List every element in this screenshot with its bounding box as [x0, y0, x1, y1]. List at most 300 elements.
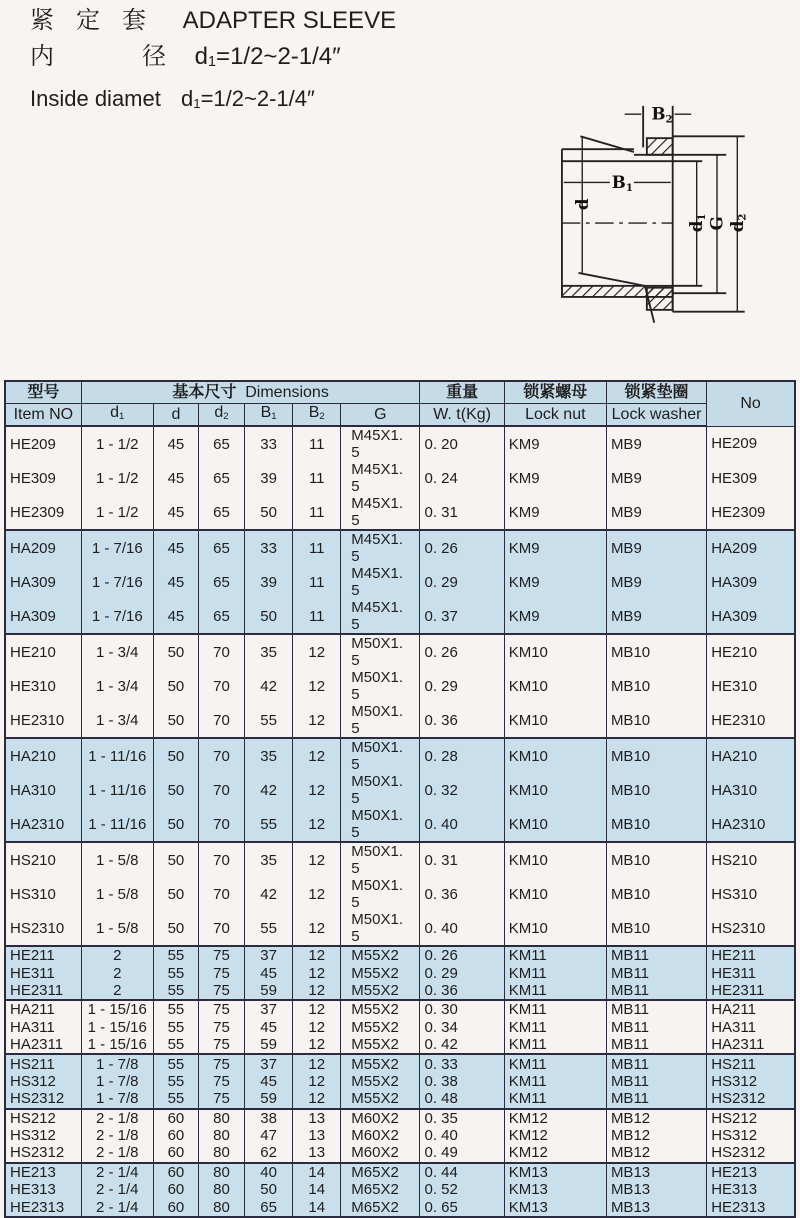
- cell-lock-nut: KM13: [504, 1181, 606, 1198]
- cell-no: HE211: [707, 946, 795, 964]
- cell-b1: 65: [245, 1198, 293, 1216]
- cell-item-no: HE2311: [5, 982, 81, 1000]
- cell-d: 55: [153, 1054, 198, 1072]
- cell-weight: 0. 26: [420, 530, 504, 565]
- cell-g: M50X1. 5: [341, 669, 420, 703]
- cell-b2: 12: [293, 1090, 341, 1108]
- table-row: [5, 634, 795, 669]
- table-row: [5, 426, 795, 461]
- cell-d1: 1 - 7/8: [81, 1073, 153, 1090]
- cell-item-no: HA211: [5, 1000, 81, 1018]
- cell-d1: 2 - 1/8: [81, 1127, 153, 1144]
- cell-item-no: HA209: [5, 530, 81, 565]
- cell-g: M55X2: [341, 1054, 420, 1072]
- cell-lock-nut: KM11: [504, 1019, 606, 1036]
- cell-g: M50X1. 5: [341, 773, 420, 807]
- col-dimensions: 基本尺寸 Dimensions: [81, 381, 420, 404]
- cell-d1: 1 - 5/8: [81, 842, 153, 877]
- cell-d1: 2 - 1/8: [81, 1144, 153, 1162]
- cell-b1: 42: [245, 669, 293, 703]
- cell-d: 55: [153, 1090, 198, 1108]
- cell-d: 45: [153, 530, 198, 565]
- cell-item-no: HA2310: [5, 807, 81, 842]
- label-g: G: [706, 216, 727, 231]
- cell-lock-washer: MB12: [606, 1109, 706, 1127]
- col-weight-cn: 重量: [420, 381, 504, 404]
- cell-item-no: HS312: [5, 1073, 81, 1090]
- cell-lock-washer: MB11: [606, 964, 706, 981]
- cell-weight: 0. 49: [420, 1144, 504, 1162]
- cell-item-no: HE213: [5, 1163, 81, 1181]
- cell-g: M55X2: [341, 1019, 420, 1036]
- cell-item-no: HS2312: [5, 1090, 81, 1108]
- cell-d2: 65: [198, 495, 244, 530]
- cell-g: M55X2: [341, 1073, 420, 1090]
- label-b2: B2: [651, 103, 673, 126]
- cell-d2: 70: [198, 634, 244, 669]
- cell-b1: 55: [245, 911, 293, 946]
- cell-b1: 55: [245, 703, 293, 738]
- cell-lock-nut: KM11: [504, 1000, 606, 1018]
- cell-b2: 12: [293, 634, 341, 669]
- cell-d1: 1 - 15/16: [81, 1019, 153, 1036]
- cell-g: M60X2: [341, 1144, 420, 1162]
- cell-b1: 45: [245, 964, 293, 981]
- cell-b1: 37: [245, 946, 293, 964]
- cell-d: 60: [153, 1181, 198, 1198]
- cell-d2: 70: [198, 842, 244, 877]
- cell-d: 55: [153, 982, 198, 1000]
- cell-lock-washer: MB10: [606, 842, 706, 877]
- cell-g: M55X2: [341, 964, 420, 981]
- cell-d2: 70: [198, 669, 244, 703]
- col-no: No: [707, 381, 795, 426]
- cell-weight: 0. 29: [420, 565, 504, 599]
- cell-d2: 65: [198, 426, 244, 461]
- cell-d1: 2: [81, 982, 153, 1000]
- cell-d2: 75: [198, 964, 244, 981]
- cell-g: M55X2: [341, 1000, 420, 1018]
- cell-d: 50: [153, 842, 198, 877]
- label-d: d: [571, 198, 592, 211]
- cell-b1: 37: [245, 1000, 293, 1018]
- table-row: [5, 1109, 795, 1127]
- cell-d: 60: [153, 1198, 198, 1216]
- cell-d2: 75: [198, 946, 244, 964]
- cell-d1: 1 - 1/2: [81, 495, 153, 530]
- cell-b1: 42: [245, 877, 293, 911]
- cell-g: M45X1. 5: [341, 530, 420, 565]
- cell-lock-nut: KM11: [504, 1054, 606, 1072]
- cell-d2: 65: [198, 530, 244, 565]
- cell-b2: 12: [293, 1036, 341, 1054]
- table-row: [5, 495, 795, 530]
- cell-b1: 45: [245, 1019, 293, 1036]
- cell-no: HE313: [707, 1181, 795, 1198]
- cell-weight: 0. 30: [420, 1000, 504, 1018]
- cell-d2: 80: [198, 1109, 244, 1127]
- col-washer-cn: 锁紧垫圈: [606, 381, 706, 404]
- cell-lock-washer: MB9: [606, 599, 706, 634]
- cell-weight: 0. 35: [420, 1109, 504, 1127]
- cell-g: M50X1. 5: [341, 807, 420, 842]
- table-row: [5, 1163, 795, 1181]
- cell-d1: 2 - 1/4: [81, 1163, 153, 1181]
- cell-b1: 59: [245, 982, 293, 1000]
- cell-item-no: HA2311: [5, 1036, 81, 1054]
- cell-weight: 0. 33: [420, 1054, 504, 1072]
- cell-d1: 1 - 5/8: [81, 877, 153, 911]
- cell-b2: 13: [293, 1144, 341, 1162]
- cell-lock-washer: MB10: [606, 703, 706, 738]
- cell-b2: 14: [293, 1198, 341, 1216]
- cell-d2: 65: [198, 565, 244, 599]
- cell-no: HS2310: [707, 911, 795, 946]
- cell-d: 50: [153, 877, 198, 911]
- cell-weight: 0. 36: [420, 982, 504, 1000]
- cell-g: M45X1. 5: [341, 599, 420, 634]
- inside-range: $d_1=1/2\sim 2-1/4''$: [180, 86, 315, 111]
- table-row: [5, 1144, 795, 1162]
- cell-g: M65X2: [341, 1198, 420, 1216]
- cell-d1: 1 - 11/16: [81, 773, 153, 807]
- cell-lock-washer: MB10: [606, 877, 706, 911]
- cell-lock-washer: MB11: [606, 1073, 706, 1090]
- cell-d: 45: [153, 565, 198, 599]
- inside-label: Inside diamet: [30, 86, 161, 111]
- table-row: [5, 738, 795, 773]
- cell-no: HE213: [707, 1163, 795, 1181]
- cell-d2: 75: [198, 1000, 244, 1018]
- cell-weight: 0. 26: [420, 634, 504, 669]
- cell-no: HE310: [707, 669, 795, 703]
- cell-b2: 12: [293, 964, 341, 981]
- cell-d: 50: [153, 669, 198, 703]
- cell-d2: 75: [198, 1019, 244, 1036]
- cell-g: M45X1. 5: [341, 426, 420, 461]
- cell-d: 50: [153, 911, 198, 946]
- cell-item-no: HS310: [5, 877, 81, 911]
- cell-d2: 70: [198, 773, 244, 807]
- cell-no: HA2311: [707, 1036, 795, 1054]
- label-d2: d2: [726, 213, 749, 233]
- col-g: G: [341, 404, 420, 427]
- cell-no: HS2312: [707, 1090, 795, 1108]
- cell-d1: 2 - 1/4: [81, 1198, 153, 1216]
- cell-lock-washer: MB9: [606, 426, 706, 461]
- cell-item-no: HA210: [5, 738, 81, 773]
- cell-b2: 11: [293, 599, 341, 634]
- cell-d2: 80: [198, 1181, 244, 1198]
- cell-lock-nut: KM10: [504, 634, 606, 669]
- cell-d: 55: [153, 1000, 198, 1018]
- cell-b1: 42: [245, 773, 293, 807]
- table-row: [5, 946, 795, 964]
- cell-b1: 35: [245, 738, 293, 773]
- table-row: [5, 877, 795, 911]
- cell-d: 55: [153, 946, 198, 964]
- cell-item-no: HE209: [5, 426, 81, 461]
- cell-b2: 12: [293, 773, 341, 807]
- cell-g: M45X1. 5: [341, 495, 420, 530]
- cell-b1: 62: [245, 1144, 293, 1162]
- cell-g: M55X2: [341, 1036, 420, 1054]
- cell-d: 50: [153, 773, 198, 807]
- cell-no: HA209: [707, 530, 795, 565]
- cell-lock-nut: KM12: [504, 1109, 606, 1127]
- cell-item-no: HS211: [5, 1054, 81, 1072]
- cell-lock-washer: MB11: [606, 982, 706, 1000]
- table-row: [5, 807, 795, 842]
- cell-b2: 13: [293, 1109, 341, 1127]
- cell-lock-washer: MB13: [606, 1198, 706, 1216]
- cell-b2: 12: [293, 1000, 341, 1018]
- cell-d1: 1 - 11/16: [81, 738, 153, 773]
- cell-b1: 33: [245, 426, 293, 461]
- cell-d: 55: [153, 964, 198, 981]
- cell-weight: 0. 42: [420, 1036, 504, 1054]
- cell-d2: 75: [198, 1090, 244, 1108]
- cell-d1: 1 - 7/16: [81, 599, 153, 634]
- cell-b2: 12: [293, 842, 341, 877]
- cell-lock-washer: MB10: [606, 738, 706, 773]
- cell-g: M50X1. 5: [341, 842, 420, 877]
- cell-weight: 0. 36: [420, 877, 504, 911]
- cell-lock-nut: KM9: [504, 530, 606, 565]
- cell-lock-washer: MB9: [606, 461, 706, 495]
- table-row: [5, 1054, 795, 1072]
- cell-b1: 45: [245, 1073, 293, 1090]
- cell-weight: 0. 29: [420, 669, 504, 703]
- cell-item-no: HE211: [5, 946, 81, 964]
- cell-d: 50: [153, 703, 198, 738]
- cell-d1: 1 - 7/16: [81, 530, 153, 565]
- cell-item-no: HE210: [5, 634, 81, 669]
- cell-b1: 35: [245, 634, 293, 669]
- cell-weight: 0. 29: [420, 964, 504, 981]
- cell-g: M65X2: [341, 1181, 420, 1198]
- cell-lock-nut: KM11: [504, 946, 606, 964]
- cell-d1: 1 - 7/8: [81, 1054, 153, 1072]
- cell-no: HA310: [707, 773, 795, 807]
- cell-weight: 0. 28: [420, 738, 504, 773]
- cell-item-no: HE311: [5, 964, 81, 981]
- cell-no: HE309: [707, 461, 795, 495]
- cell-lock-nut: KM13: [504, 1198, 606, 1216]
- table-row: [5, 1019, 795, 1036]
- cell-lock-washer: MB11: [606, 1000, 706, 1018]
- cell-b2: 12: [293, 1073, 341, 1090]
- table-row: [5, 599, 795, 634]
- cell-d1: 2: [81, 946, 153, 964]
- cell-no: HA211: [707, 1000, 795, 1018]
- cell-b2: 11: [293, 495, 341, 530]
- cell-lock-nut: KM11: [504, 982, 606, 1000]
- cell-item-no: HA311: [5, 1019, 81, 1036]
- cell-d2: 75: [198, 1036, 244, 1054]
- cell-no: HE210: [707, 634, 795, 669]
- page-title: [30, 6, 396, 36]
- cell-lock-washer: MB10: [606, 911, 706, 946]
- cell-no: HS310: [707, 877, 795, 911]
- cell-weight: 0. 24: [420, 461, 504, 495]
- cell-b2: 11: [293, 565, 341, 599]
- cell-weight: 0. 32: [420, 773, 504, 807]
- cell-no: HS210: [707, 842, 795, 877]
- cell-b1: 39: [245, 461, 293, 495]
- cell-lock-washer: MB9: [606, 565, 706, 599]
- cell-no: HE311: [707, 964, 795, 981]
- cell-d1: 2 - 1/4: [81, 1181, 153, 1198]
- cell-d: 45: [153, 426, 198, 461]
- cell-d2: 70: [198, 877, 244, 911]
- cell-d1: 1 - 15/16: [81, 1000, 153, 1018]
- cell-weight: 0. 44: [420, 1163, 504, 1181]
- cell-d2: 65: [198, 461, 244, 495]
- table-row: [5, 982, 795, 1000]
- cell-lock-washer: MB11: [606, 1019, 706, 1036]
- table-row: [5, 1181, 795, 1198]
- cell-b2: 12: [293, 982, 341, 1000]
- cell-item-no: HE2313: [5, 1198, 81, 1216]
- cell-d1: 2 - 1/8: [81, 1109, 153, 1127]
- cell-no: HS2312: [707, 1144, 795, 1162]
- table-row: [5, 1000, 795, 1018]
- cell-d: 60: [153, 1163, 198, 1181]
- cell-no: HS212: [707, 1109, 795, 1127]
- table-row: [5, 461, 795, 495]
- cell-weight: 0. 38: [420, 1073, 504, 1090]
- cell-weight: 0. 31: [420, 842, 504, 877]
- cell-item-no: HE313: [5, 1181, 81, 1198]
- cell-no: HA210: [707, 738, 795, 773]
- table-row: [5, 911, 795, 946]
- cell-lock-nut: KM10: [504, 807, 606, 842]
- cell-weight: 0. 65: [420, 1198, 504, 1216]
- cell-item-no: HE309: [5, 461, 81, 495]
- cell-lock-washer: MB13: [606, 1163, 706, 1181]
- cell-weight: 0. 26: [420, 946, 504, 964]
- cell-lock-nut: KM9: [504, 426, 606, 461]
- table-row: [5, 1198, 795, 1216]
- col-item-en: Item NO: [5, 404, 81, 427]
- cell-d2: 65: [198, 599, 244, 634]
- cell-d2: 70: [198, 703, 244, 738]
- cell-item-no: HS312: [5, 1127, 81, 1144]
- cell-weight: 0. 48: [420, 1090, 504, 1108]
- cell-d2: 75: [198, 1054, 244, 1072]
- table-row: [5, 1036, 795, 1054]
- cell-b1: 50: [245, 495, 293, 530]
- cell-d: 50: [153, 738, 198, 773]
- cell-b1: 38: [245, 1109, 293, 1127]
- cell-d: 60: [153, 1109, 198, 1127]
- inner-dia-char-1: 内: [30, 43, 54, 70]
- col-d2: $d_2$: [198, 404, 244, 427]
- cell-b1: 35: [245, 842, 293, 877]
- cell-lock-washer: MB11: [606, 1090, 706, 1108]
- cell-lock-nut: KM12: [504, 1127, 606, 1144]
- table-row: [5, 842, 795, 877]
- cell-b1: 59: [245, 1036, 293, 1054]
- cell-item-no: HE2310: [5, 703, 81, 738]
- cell-item-no: HA309: [5, 599, 81, 634]
- cell-lock-nut: KM11: [504, 1090, 606, 1108]
- label-d1: d1: [686, 213, 708, 233]
- cell-b2: 12: [293, 877, 341, 911]
- col-locknut-en: Lock nut: [504, 404, 606, 427]
- inner-diameter-cn: [30, 42, 341, 77]
- cell-item-no: HS210: [5, 842, 81, 877]
- cell-b2: 11: [293, 426, 341, 461]
- cell-d2: 75: [198, 1073, 244, 1090]
- cell-item-no: HS212: [5, 1109, 81, 1127]
- cell-lock-nut: KM11: [504, 1036, 606, 1054]
- cell-no: HA311: [707, 1019, 795, 1036]
- cell-lock-washer: MB11: [606, 1054, 706, 1072]
- cell-no: HA309: [707, 599, 795, 634]
- cell-weight: 0. 20: [420, 426, 504, 461]
- cell-d: 60: [153, 1144, 198, 1162]
- cell-b2: 14: [293, 1163, 341, 1181]
- cell-b2: 12: [293, 911, 341, 946]
- col-locknut-cn: 锁紧螺母: [504, 381, 606, 404]
- cell-b1: 50: [245, 599, 293, 634]
- cell-g: M50X1. 5: [341, 738, 420, 773]
- cell-g: M45X1. 5: [341, 461, 420, 495]
- cell-no: HE2310: [707, 703, 795, 738]
- cell-lock-nut: KM9: [504, 599, 606, 634]
- col-b1: $B_1$: [245, 404, 293, 427]
- cell-b1: 37: [245, 1054, 293, 1072]
- title-en: ADAPTER SLEEVE: [182, 7, 397, 34]
- cell-b2: 12: [293, 807, 341, 842]
- cell-g: M55X2: [341, 982, 420, 1000]
- cell-g: M55X2: [341, 1090, 420, 1108]
- inner-dia-char-2: 径: [142, 43, 166, 70]
- cell-no: HS312: [707, 1127, 795, 1144]
- cell-item-no: HE2309: [5, 495, 81, 530]
- cell-d2: 80: [198, 1163, 244, 1181]
- cell-b2: 12: [293, 946, 341, 964]
- cell-weight: 0. 36: [420, 703, 504, 738]
- col-d: d: [153, 404, 198, 427]
- cell-lock-nut: KM10: [504, 773, 606, 807]
- cell-lock-nut: KM10: [504, 877, 606, 911]
- table-row: [5, 703, 795, 738]
- adapter-sleeve-diagram: [525, 92, 765, 332]
- col-d1: $d_1$: [81, 404, 153, 427]
- cell-b2: 12: [293, 703, 341, 738]
- cell-no: HE2313: [707, 1198, 795, 1216]
- cell-d2: 70: [198, 738, 244, 773]
- cell-b2: 12: [293, 738, 341, 773]
- cell-weight: 0. 37: [420, 599, 504, 634]
- cell-lock-washer: MB9: [606, 530, 706, 565]
- cell-d1: 1 - 3/4: [81, 634, 153, 669]
- cell-no: HS211: [707, 1054, 795, 1072]
- table-row: [5, 530, 795, 565]
- cell-no: HE209: [707, 426, 795, 461]
- cell-d1: 1 - 7/8: [81, 1090, 153, 1108]
- cell-lock-washer: MB10: [606, 773, 706, 807]
- cell-d2: 70: [198, 807, 244, 842]
- cell-b1: 33: [245, 530, 293, 565]
- cell-item-no: HA309: [5, 565, 81, 599]
- cell-weight: 0. 40: [420, 1127, 504, 1144]
- cell-g: M50X1. 5: [341, 911, 420, 946]
- col-b2: $B_2$: [293, 404, 341, 427]
